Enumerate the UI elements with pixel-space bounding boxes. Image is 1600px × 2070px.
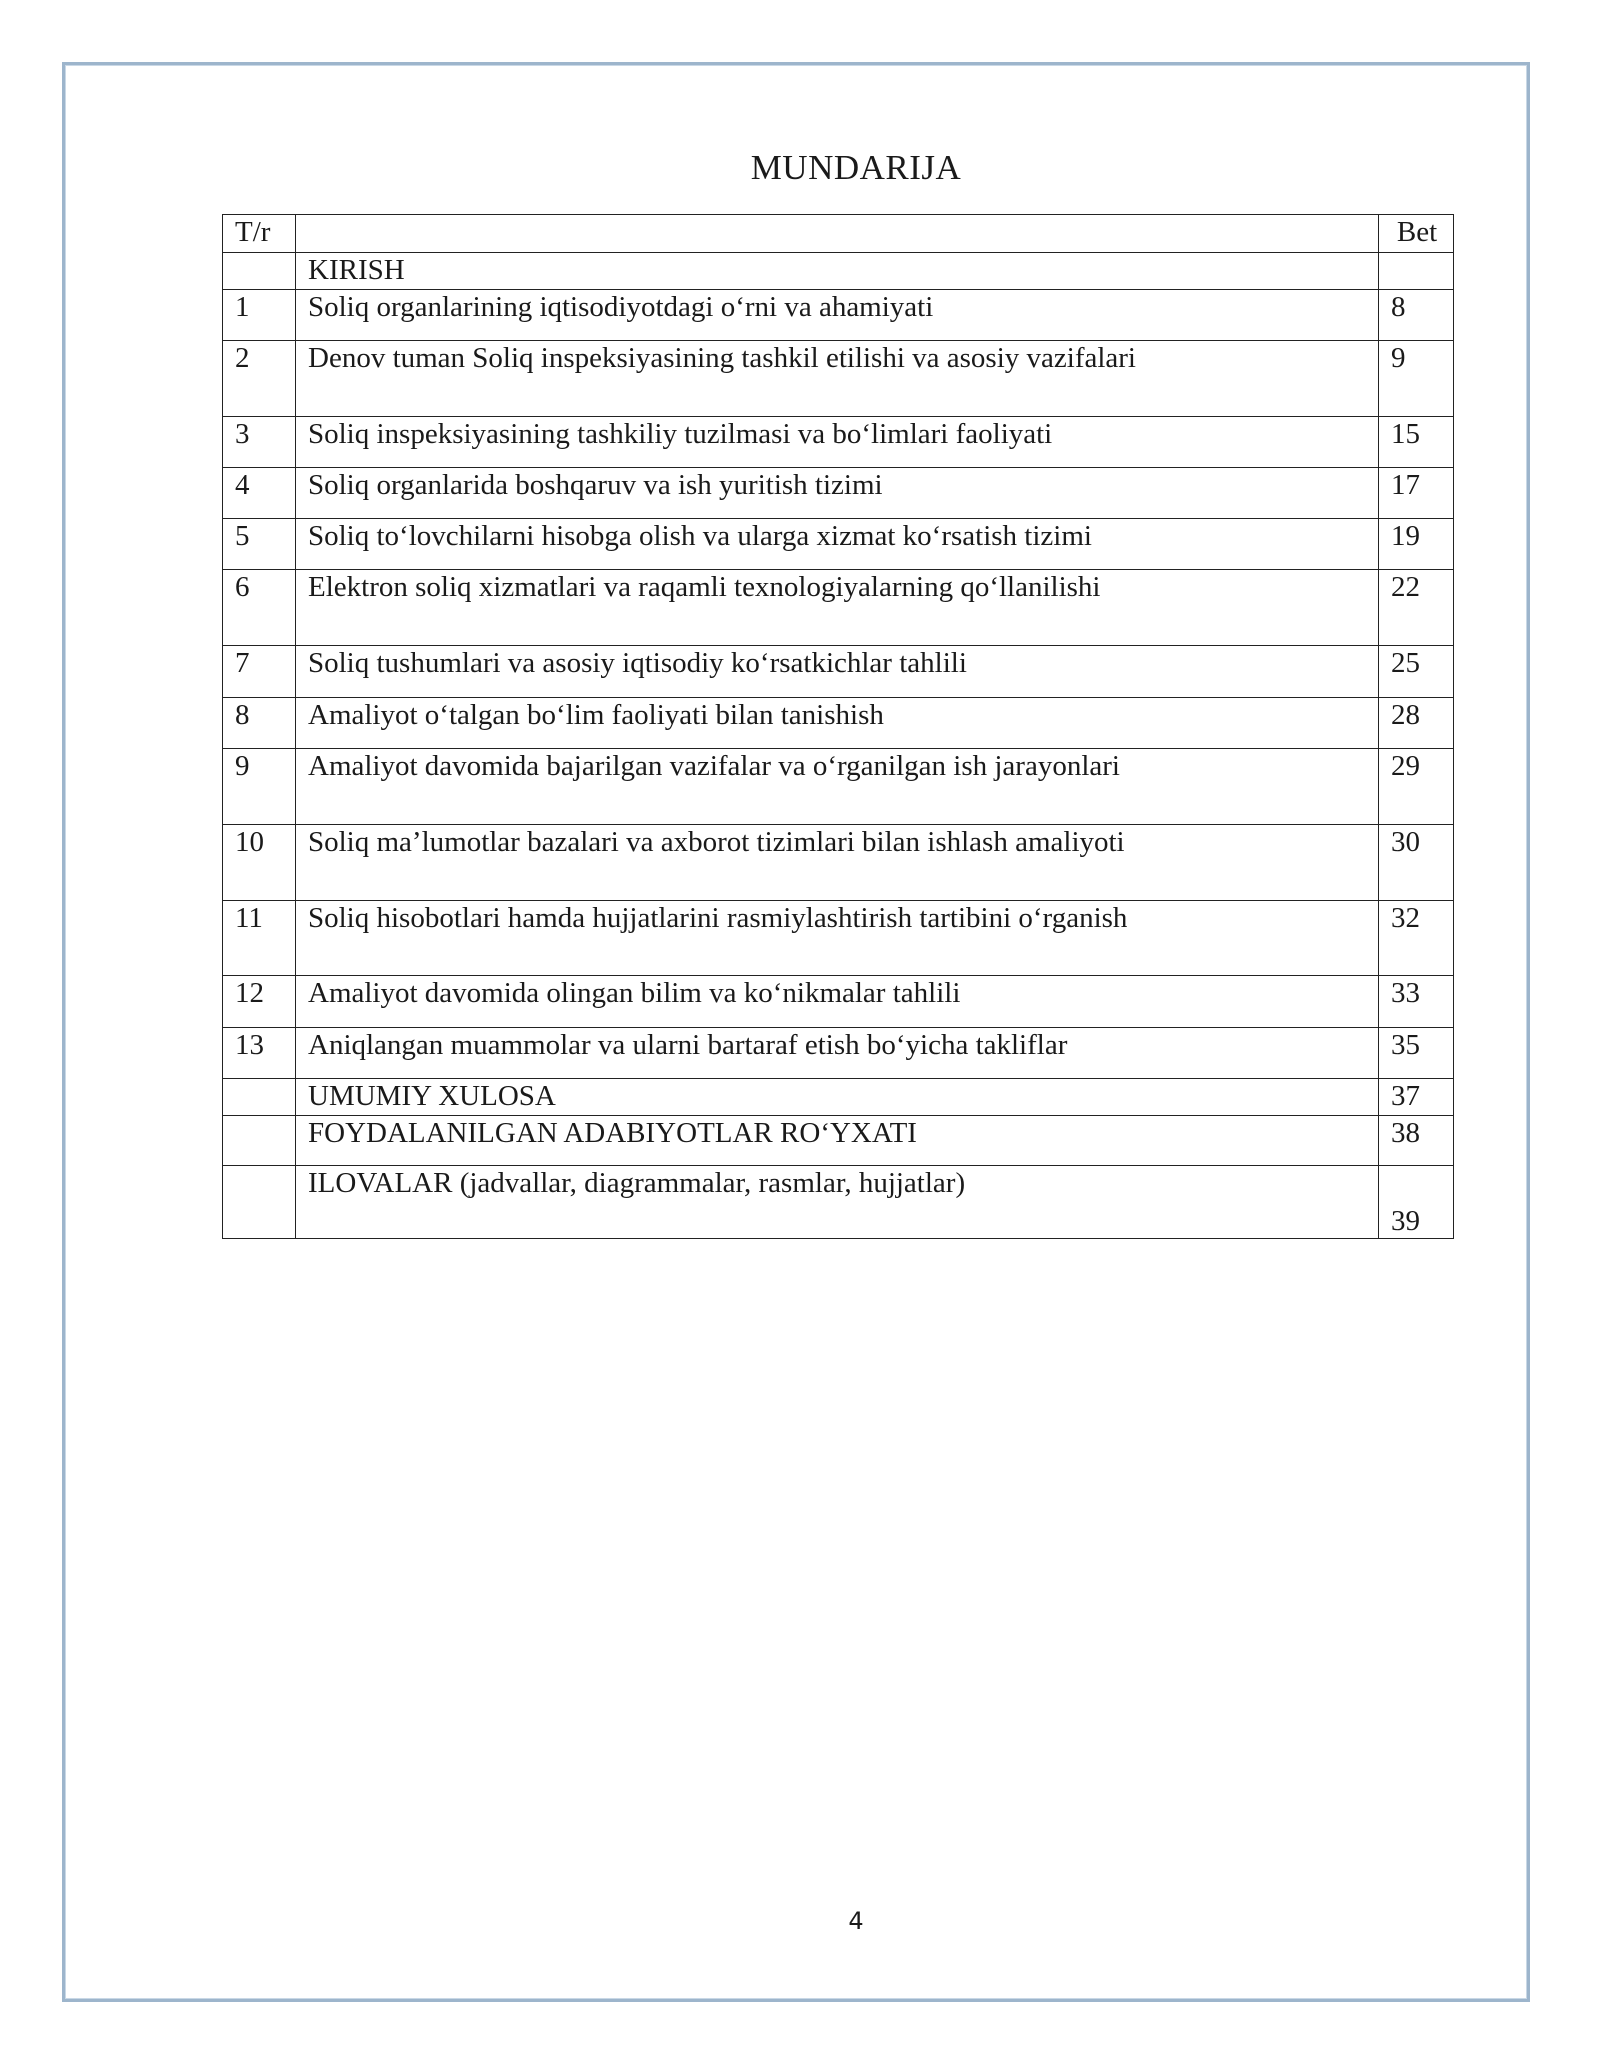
contents-table xyxy=(222,214,1454,1239)
table-row xyxy=(223,749,1454,825)
row-title: Soliq tushumlari va asosiy iqtisodiy ko‘rsatkichlar tahlili xyxy=(296,646,1379,698)
row-title: Amaliyot davomida olingan bilim va ko‘nikmalar tahlili xyxy=(296,976,1379,1028)
row-title: Soliq organlarida boshqaruv va ish yuritish tizimi xyxy=(296,468,1379,519)
table-header-row xyxy=(223,215,1454,253)
row-number: 12 xyxy=(223,976,296,1028)
row-number: 13 xyxy=(223,1028,296,1079)
row-number: 6 xyxy=(223,570,296,646)
table-row xyxy=(223,698,1454,749)
row-page: 38 xyxy=(1379,1116,1454,1166)
row-page: 15 xyxy=(1379,417,1454,468)
row-number: 11 xyxy=(223,901,296,976)
row-number: 1 xyxy=(223,290,296,341)
table-row xyxy=(223,1166,1454,1239)
row-title: Soliq inspeksiyasining tashkiliy tuzilmasi va bo‘limlari faoliyati xyxy=(296,417,1379,468)
row-title: Denov tuman Soliq inspeksiyasining tashkil etilishi va asosiy vazifalari xyxy=(296,341,1379,417)
table-row xyxy=(223,1079,1454,1116)
page-number: 4 xyxy=(848,1907,864,1935)
header-page: Bet xyxy=(1379,215,1454,253)
header-number: T/r xyxy=(223,215,296,253)
row-title: Soliq hisobotlari hamda hujjatlarini rasmiylashtirish tartibini o‘rganish xyxy=(296,901,1379,976)
row-page: 37 xyxy=(1379,1079,1454,1116)
row-title: Amaliyot o‘talgan bo‘lim faoliyati bilan tanishish xyxy=(296,698,1379,749)
table-row xyxy=(223,646,1454,698)
row-page: 30 xyxy=(1379,825,1454,901)
row-page: 25 xyxy=(1379,646,1454,698)
row-number xyxy=(223,1166,296,1239)
row-number: 2 xyxy=(223,341,296,417)
table-row xyxy=(223,341,1454,417)
row-title: ILOVALAR (jadvallar, diagrammalar, rasmlar, hujjatlar) xyxy=(296,1166,1379,1239)
header-title xyxy=(296,215,1379,253)
table-row xyxy=(223,570,1454,646)
row-title: Elektron soliq xizmatlari va raqamli texnologiyalarning qo‘llanilishi xyxy=(296,570,1379,646)
table-row xyxy=(223,901,1454,976)
row-page: 19 xyxy=(1379,519,1454,570)
row-page xyxy=(1379,253,1454,290)
row-number xyxy=(223,253,296,290)
table-row xyxy=(223,290,1454,341)
table-row xyxy=(223,976,1454,1028)
row-title: Aniqlangan muammolar va ularni bartaraf etish bo‘yicha takliflar xyxy=(296,1028,1379,1079)
row-page: 29 xyxy=(1379,749,1454,825)
row-page: 35 xyxy=(1379,1028,1454,1079)
row-number: 8 xyxy=(223,698,296,749)
row-number: 10 xyxy=(223,825,296,901)
row-title: Soliq ma’lumotlar bazalari va axborot tizimlari bilan ishlash amaliyoti xyxy=(296,825,1379,901)
row-number: 7 xyxy=(223,646,296,698)
row-number: 3 xyxy=(223,417,296,468)
row-page: 22 xyxy=(1379,570,1454,646)
row-page: 33 xyxy=(1379,976,1454,1028)
table-row xyxy=(223,825,1454,901)
row-page: 28 xyxy=(1379,698,1454,749)
row-title: UMUMIY XULOSA xyxy=(296,1079,1379,1116)
row-title: Soliq organlarining iqtisodiyotdagi o‘rni va ahamiyati xyxy=(296,290,1379,341)
row-title: Amaliyot davomida bajarilgan vazifalar va o‘rganilgan ish jarayonlari xyxy=(296,749,1379,825)
row-title: KIRISH xyxy=(296,253,1379,290)
row-page: 17 xyxy=(1379,468,1454,519)
document-title: MUNDARIJA xyxy=(750,148,962,187)
row-number xyxy=(223,1079,296,1116)
row-page: 32 xyxy=(1379,901,1454,976)
row-number: 4 xyxy=(223,468,296,519)
table-row xyxy=(223,1028,1454,1079)
table-row xyxy=(223,1116,1454,1166)
row-number: 9 xyxy=(223,749,296,825)
table-row xyxy=(223,519,1454,570)
table-row xyxy=(223,253,1454,290)
row-number xyxy=(223,1116,296,1166)
row-title: Soliq to‘lovchilarni hisobga olish va ularga xizmat ko‘rsatish tizimi xyxy=(296,519,1379,570)
table-row xyxy=(223,417,1454,468)
row-title: FOYDALANILGAN ADABIYOTLAR RO‘YXATI xyxy=(296,1116,1379,1166)
table-row xyxy=(223,468,1454,519)
row-number: 5 xyxy=(223,519,296,570)
row-page: 8 xyxy=(1379,290,1454,341)
row-page: 39 xyxy=(1379,1166,1454,1239)
row-page: 9 xyxy=(1379,341,1454,417)
